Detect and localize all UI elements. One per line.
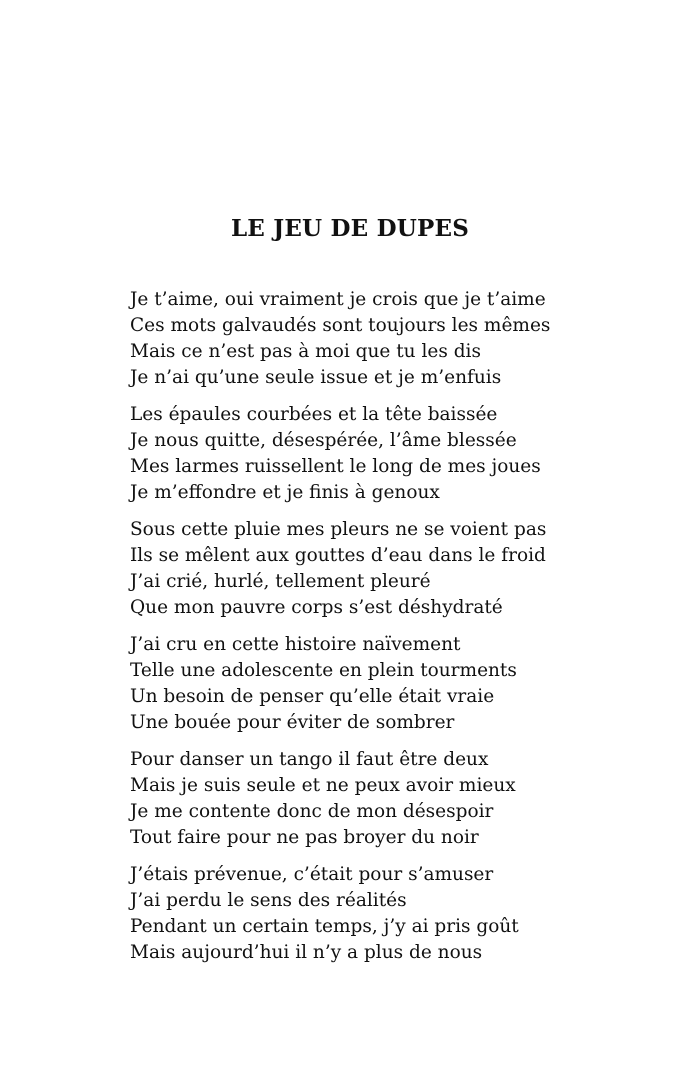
poem-body [130, 287, 650, 977]
poem-line: J’ai cru en cette histoire naïvement [130, 634, 461, 655]
poem-line: Sous cette pluie mes pleurs ne se voient pas [130, 519, 547, 540]
poem-line: Mais aujourd’hui il n’y a plus de nous [130, 942, 483, 963]
poem-line: J’étais prévenue, c’était pour s’amuser [130, 864, 494, 885]
poem-line: J’ai crié, hurlé, tellement pleuré [130, 571, 431, 592]
poem-line: Je t’aime, oui vraiment je crois que je t’aime [130, 289, 546, 310]
stanza-4 [130, 632, 650, 736]
stanza-3 [130, 517, 650, 621]
poem-line: Pour danser un tango il faut être deux [130, 749, 489, 770]
stanza-6 [130, 862, 650, 966]
poem-line: J’ai perdu le sens des réalités [130, 890, 407, 911]
poem-line: Mais ce n’est pas à moi que tu les dis [130, 341, 481, 362]
poem-line: Ces mots galvaudés sont toujours les mêmes [130, 315, 551, 336]
poem-line: Tout faire pour ne pas broyer du noir [130, 827, 479, 848]
poem-line: Pendant un certain temps, j’y ai pris goût [130, 916, 519, 937]
poem-line: Telle une adolescente en plein tourments [130, 660, 517, 681]
poem-line: Ils se mêlent aux gouttes d’eau dans le froid [130, 545, 546, 566]
poem-line: Je me contente donc de mon désespoir [130, 801, 494, 822]
poem-line: Je n’ai qu’une seule issue et je m’enfuis [130, 367, 502, 388]
poem-line: Je nous quitte, désespérée, l’âme blessée [130, 430, 517, 451]
poem-line: Je m’effondre et je finis à genoux [130, 482, 440, 503]
poem-title: LE JEU DE DUPES [230, 215, 470, 242]
poem-line: Mais je suis seule et ne peux avoir mieux [130, 775, 516, 796]
poem-line: Mes larmes ruissellent le long de mes joues [130, 456, 541, 477]
poem-line: Que mon pauvre corps s’est déshydraté [130, 597, 503, 618]
poem-line: Un besoin de penser qu’elle était vraie [130, 686, 495, 707]
stanza-1 [130, 287, 650, 391]
stanza-2 [130, 402, 650, 506]
poem-line: Une bouée pour éviter de sombrer [130, 712, 455, 733]
stanza-5 [130, 747, 650, 851]
poem-line: Les épaules courbées et la tête baissée [130, 404, 498, 425]
